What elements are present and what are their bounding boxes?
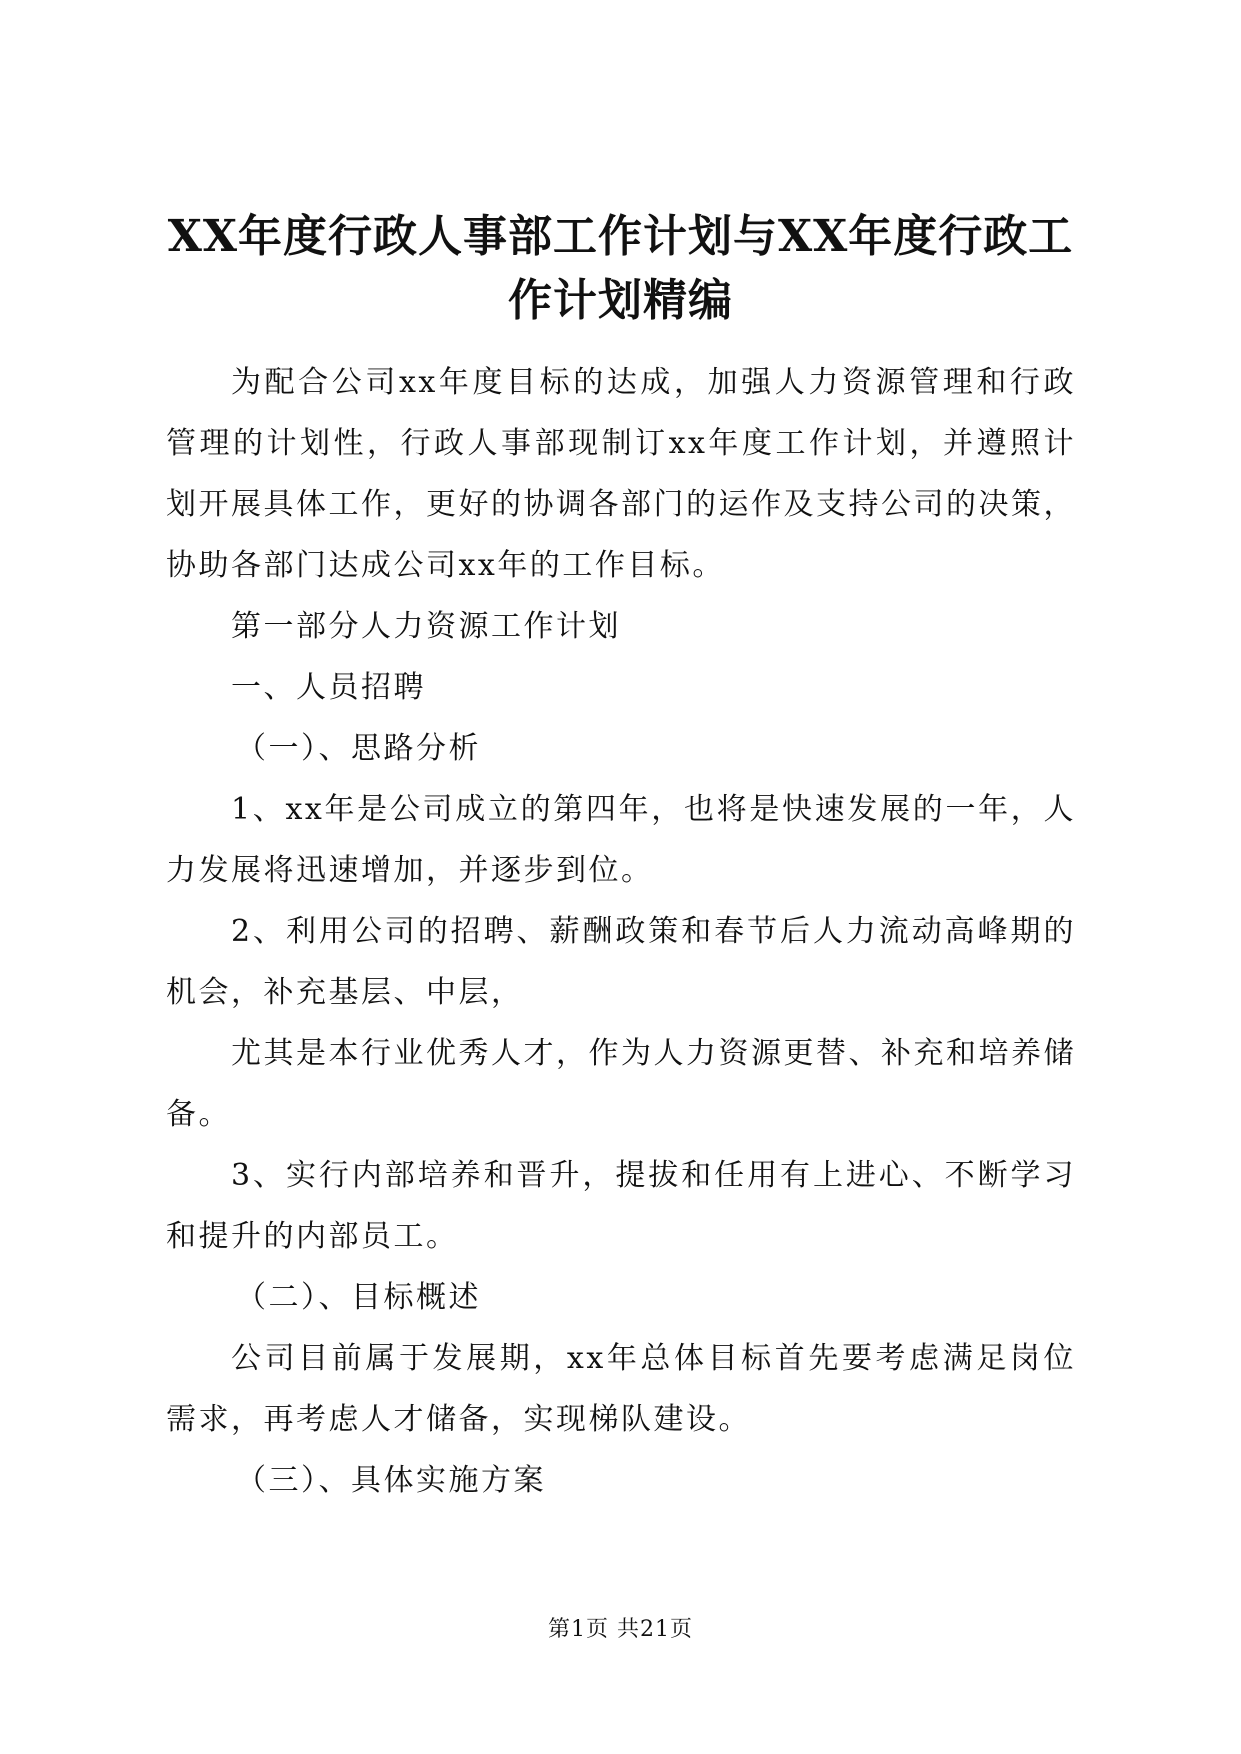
objectives-paragraph: 公司目前属于发展期，xx年总体目标首先要考虑满足岗位需求，再考虑人才储备，实现梯队建设。 (166, 1341, 1076, 1437)
subheading-analysis: （一）、思路分析 (236, 731, 481, 766)
list-item-3: 3、实行内部培养和晋升，提拔和任用有上进心、不断学习和提升的内部员工。 (166, 1158, 1076, 1254)
page-footer: 第1页 共21页 (548, 1617, 693, 1642)
title-line-2: 作计划精编 (508, 275, 733, 326)
subsection-heading: 一、人员招聘 (231, 670, 426, 705)
section-heading: 第一部分人力资源工作计划 (231, 609, 621, 644)
list-item-2-continued: 尤其是本行业优秀人才，作为人力资源更替、补充和培养储备。 (166, 1036, 1076, 1132)
document-body (166, 352, 1076, 1511)
title-line-1: XX年度行政人事部工作计划与XX年度行政工 (167, 211, 1074, 262)
subheading-implementation: （三）、具体实施方案 (236, 1463, 546, 1498)
list-item-2: 2、利用公司的招聘、薪酬政策和春节后人力流动高峰期的机会，补充基层、中层， (166, 914, 1076, 1010)
intro-paragraph: 为配合公司xx年度目标的达成，加强人力资源管理和行政管理的计划性，行政人事部现制订xx年度工作计划，并遵照计划开展具体工作，更好的协调各部门的运作及支持公司的决策，协助各部门达成公司xx年的工作目标。 (166, 365, 1076, 583)
document-title (150, 205, 1091, 333)
list-item-1: 1、xx年是公司成立的第四年，也将是快速发展的一年，人力发展将迅速增加，并逐步到位。 (166, 792, 1076, 888)
subheading-objectives: （二）、目标概述 (236, 1280, 481, 1315)
